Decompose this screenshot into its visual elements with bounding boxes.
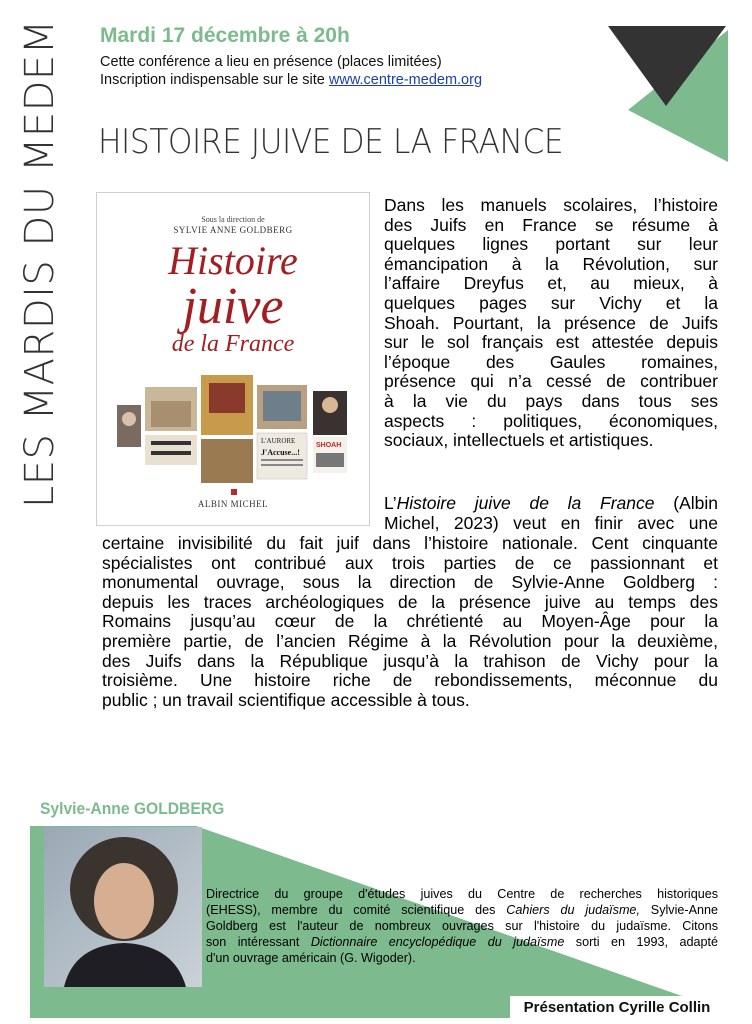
registration-text: Inscription indispensable sur le site: [100, 72, 329, 88]
text-line: quelques lignes portant sur leur: [384, 234, 718, 255]
text-line: Dans les manuels scolaires, l’histoire: [384, 195, 718, 215]
bio-line: d'un ouvrage américain (G. Wigoder).: [206, 951, 416, 965]
cover-credit: Sous la direction de: [201, 215, 265, 224]
text-line: émancipation à la Révolution, sur: [384, 253, 718, 274]
publisher-mark: [231, 489, 237, 495]
collage-label-jaccuse: J'Accuse...!: [261, 448, 300, 457]
text-line: première partie, de l’ancien Régime à la Révolution pour la deuxième,: [102, 630, 718, 651]
text-line: l’époque des Gaules romaines,: [384, 351, 718, 372]
website-link[interactable]: www.centre-medem.org: [328, 72, 483, 88]
collage-label-shoah: SHOAH: [316, 442, 342, 449]
text-fragment: L’: [384, 493, 397, 513]
cover-title-line-1: Histoire: [168, 238, 298, 283]
text-fragment: sorti en 1993, adapté: [564, 935, 718, 949]
speaker-bio: [206, 886, 718, 966]
text-line: l’affaire Dreyfus et, au mieux, à: [384, 273, 718, 294]
event-registration-note: [100, 72, 482, 88]
text-line: [384, 494, 718, 514]
presenter-credit: Présentation Cyrille Collin: [510, 996, 724, 1020]
italic-fragment: Dictionnaire encyclopédique du judaïsme: [310, 935, 565, 949]
text-line: des Juifs dans la République jusqu’à la trahison de Vichy pour la: [102, 650, 718, 671]
text-line: monumental ouvrage, sous la direction de Sylvie-Anne Goldberg :: [102, 572, 718, 593]
collage-hebrew-text: [145, 435, 197, 465]
italic-fragment: Cahiers du judaïsme,: [506, 903, 640, 917]
speaker-name: Sylvie-Anne GOLDBERG: [40, 799, 225, 818]
cover-publisher: ALBIN MICHEL: [197, 499, 269, 509]
book-paragraph-start: [384, 494, 718, 533]
bio-line: [206, 902, 718, 918]
event-attendance-note: Cette conférence a lieu en présence (places limitées): [100, 54, 442, 70]
text-line: présence qui n’a cessé de contribuer: [384, 371, 718, 392]
book-cover: [96, 192, 370, 526]
text-line: quelques pages sur Vichy et la: [384, 292, 718, 313]
series-title: LES MARDIS DU MEDEM: [17, 19, 63, 508]
corner-triangles-decoration: [608, 22, 728, 162]
event-date: Mardi 17 décembre à 20h: [100, 24, 350, 47]
collage-label-aurore: L'AURORE: [261, 437, 296, 445]
bio-line: [206, 934, 718, 950]
text-line: public ; un travail scientifique accessible à tous.: [102, 689, 470, 710]
intro-paragraph: [384, 196, 718, 451]
text-line: Shoah. Pourtant, la présence de Juifs: [384, 312, 718, 333]
cover-title-line-3: de la France: [171, 331, 295, 357]
text-fragment: Sylvie-Anne: [639, 903, 718, 917]
text-line: à la vie du pays dans tous ses: [384, 390, 718, 411]
text-line: sociaux, intellectuels et artistiques.: [384, 430, 654, 451]
speaker-portrait: [44, 827, 202, 987]
bio-line: Directrice du groupe d'études juives du Centre de recherches historiques: [206, 887, 718, 901]
text-fragment: (Albin: [654, 493, 719, 513]
text-line: des Juifs en France se résume à: [384, 214, 718, 235]
bio-line: Goldberg est l'auteur de nombreux ouvrages sur l'histoire du judaïsme. Citons: [206, 919, 718, 933]
text-line: aspects : politiques, économiques,: [384, 410, 718, 431]
book-title-italic: Histoire juive de la France: [396, 493, 655, 513]
text-fragment: son intéressant: [206, 935, 311, 949]
page-title: HISTOIRE JUIVE DE LA FRANCE: [98, 122, 564, 162]
text-line: depuis les traces archéologiques de la présence juive au temps des: [102, 591, 718, 612]
collage-scene: [201, 439, 253, 483]
text-fragment: (EHESS), membre du comité scientifique des: [206, 903, 507, 917]
book-paragraph-continued: [102, 534, 718, 710]
text-line: sur le sol français est attestée depuis: [384, 332, 718, 353]
text-line: certaine invisibilité du fait juif dans l’histoire nationale. Cent cinquante: [102, 533, 718, 553]
text-line: Michel, 2023) veut en finir avec une: [384, 512, 718, 533]
text-line: spécialistes ont contribué aux trois parties de ce passionnant et: [102, 552, 718, 573]
text-line: troisième. Une histoire riche de rebondissements, méconnue du: [102, 670, 718, 691]
text-line: Romains jusqu’au cœur de la chrétienté au Moyen-Âge pour la: [102, 611, 718, 632]
cover-image-collage: [117, 371, 351, 487]
cover-author: SYLVIE ANNE GOLDBERG: [173, 225, 293, 235]
cover-title-line-2: juive: [182, 278, 284, 335]
